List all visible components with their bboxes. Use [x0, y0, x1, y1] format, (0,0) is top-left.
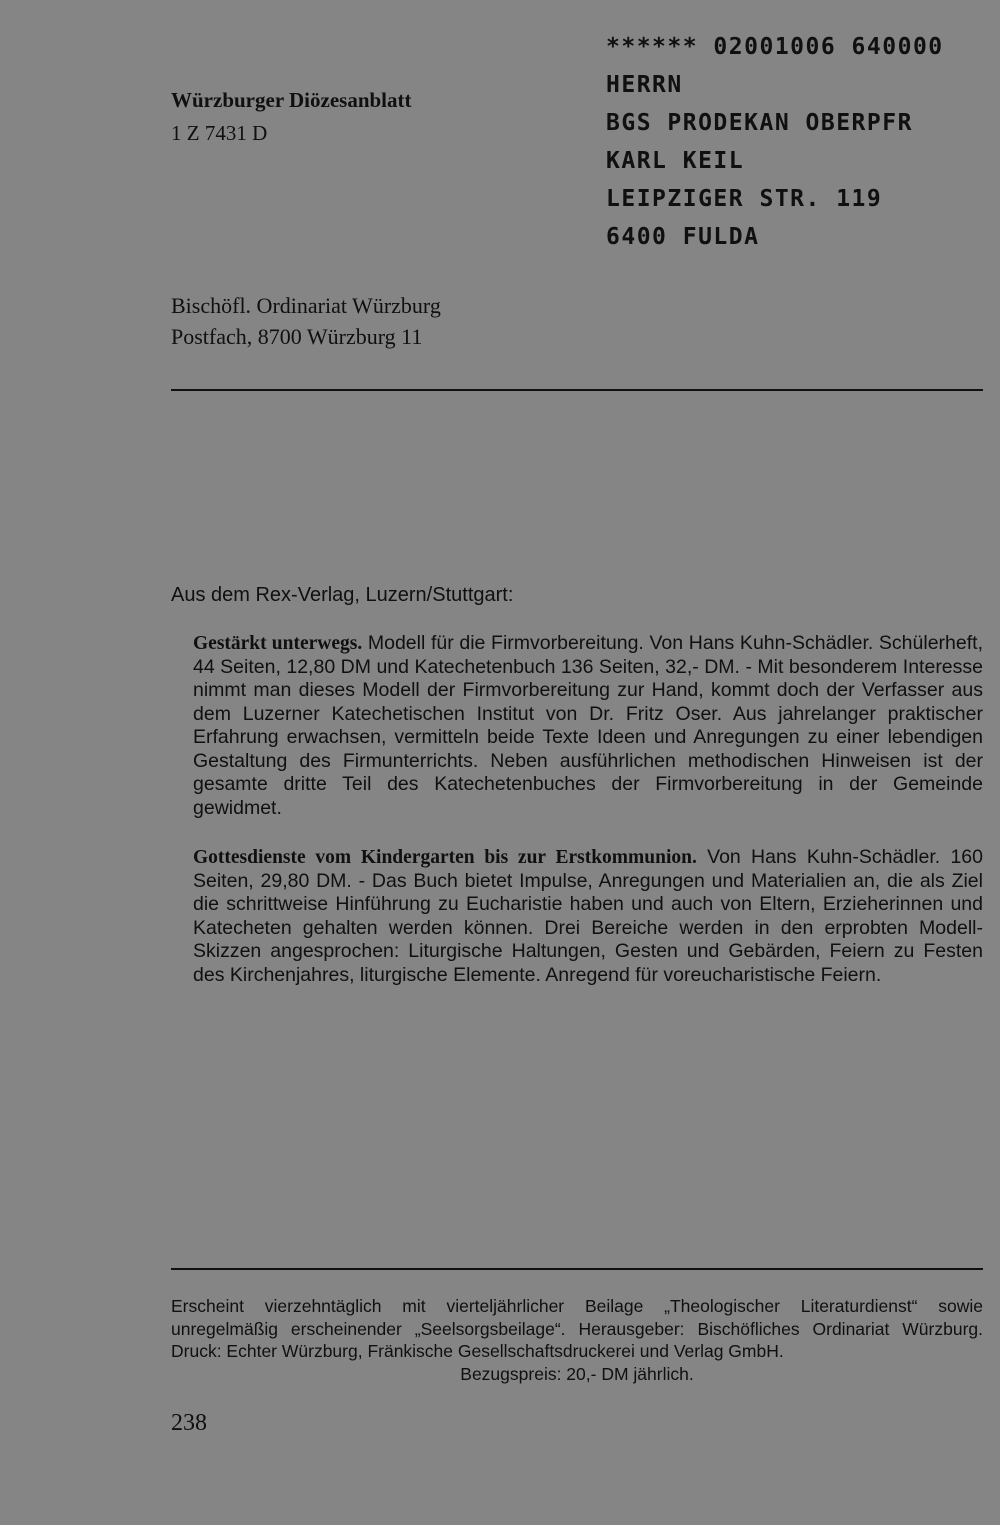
subscription-price: Bezugspreis: 20,- DM jährlich. [460, 1363, 694, 1384]
sender-line: Bischöfl. Ordinariat Würzburg [171, 293, 441, 318]
publication-code: 1 Z 7431 D [171, 121, 268, 145]
address-label [606, 28, 944, 256]
address-line: ****** 02001006 640000 [606, 34, 944, 60]
imprint-text: Erscheint vierzehntäglich mit vierteljährlicher Beilage „Theologischer Literaturdienst“ sowie unregelmäßig erscheinender „Seelsorgsbeilage“. Herausgeber: Bischöfliches Ordinariat Würzburg. Druck: Echter Würzburg, Fränkische Gesellschaftsdruckerei und Verlag GmbH. [171, 1296, 983, 1361]
publication-title: Würzburger Diözesanblatt [171, 88, 412, 112]
address-line: BGS PRODEKAN OBERPFR [606, 110, 913, 136]
imprint-footer [171, 1295, 983, 1385]
review-entry [171, 846, 983, 987]
address-line: KARL KEIL [606, 148, 745, 174]
address-line: HERRN [606, 72, 683, 98]
sender-line: Postfach, 8700 Würzburg 11 [171, 324, 423, 349]
review-entry [171, 632, 983, 820]
review-text: Modell für die Firmvorbereitung. Von Hans Kuhn-Schädler. Schülerheft, 44 Seiten, 12,80 DM und Katechetenbuch 136 Seiten, 32,- DM. - Mit besonderem Interesse nimmt man dieses Modell der Firmvorbereitung zur Hand, kommt doch der Verfasser aus dem Luzerner Katechetischen Institut von Dr. Fritz Oser. Aus jahrelanger praktischer Erfahrung erwachsen, vermitteln beide Texte Ideen und Anregungen zu einer lebendigen Gestaltung des Firmunterrichts. Neben ausführlichen methodischen Hinweisen ist der gesamte dritte Teil des Katechetenbuches der Firmvorbereitung in der Gemeinde gewidmet. [193, 632, 983, 819]
address-line: LEIPZIGER STR. 119 [606, 186, 883, 212]
page-number: 238 [171, 1410, 207, 1436]
address-line: 6400 FULDA [606, 224, 760, 250]
divider [171, 389, 983, 391]
review-text: Von Hans Kuhn-Schädler. 160 Seiten, 29,80 DM. - Das Buch bietet Impulse, Anregungen und Materialien an, die als Ziel die schrittweise Hinführung zu Eucharistie haben und auch von Eltern, Erzieherinnen und Katecheten gehalten werden können. Drei Bereiche werden in den erprobten Modell-Skizzen angesprochen: Liturgische Haltungen, Gesten und Gebärden, Feiern zu Festen des Kirchenjahres, liturgische Elemente. Anregend für voreucharistische Feiern. [193, 846, 983, 986]
publisher-heading: Aus dem Rex-Verlag, Luzern/Stuttgart: [171, 584, 514, 606]
review-title: Gestärkt unterwegs. [193, 633, 363, 654]
divider [171, 1268, 983, 1270]
sender-block [171, 290, 441, 352]
review-title: Gottesdienste vom Kindergarten bis zur Erstkommunion. [193, 847, 697, 868]
